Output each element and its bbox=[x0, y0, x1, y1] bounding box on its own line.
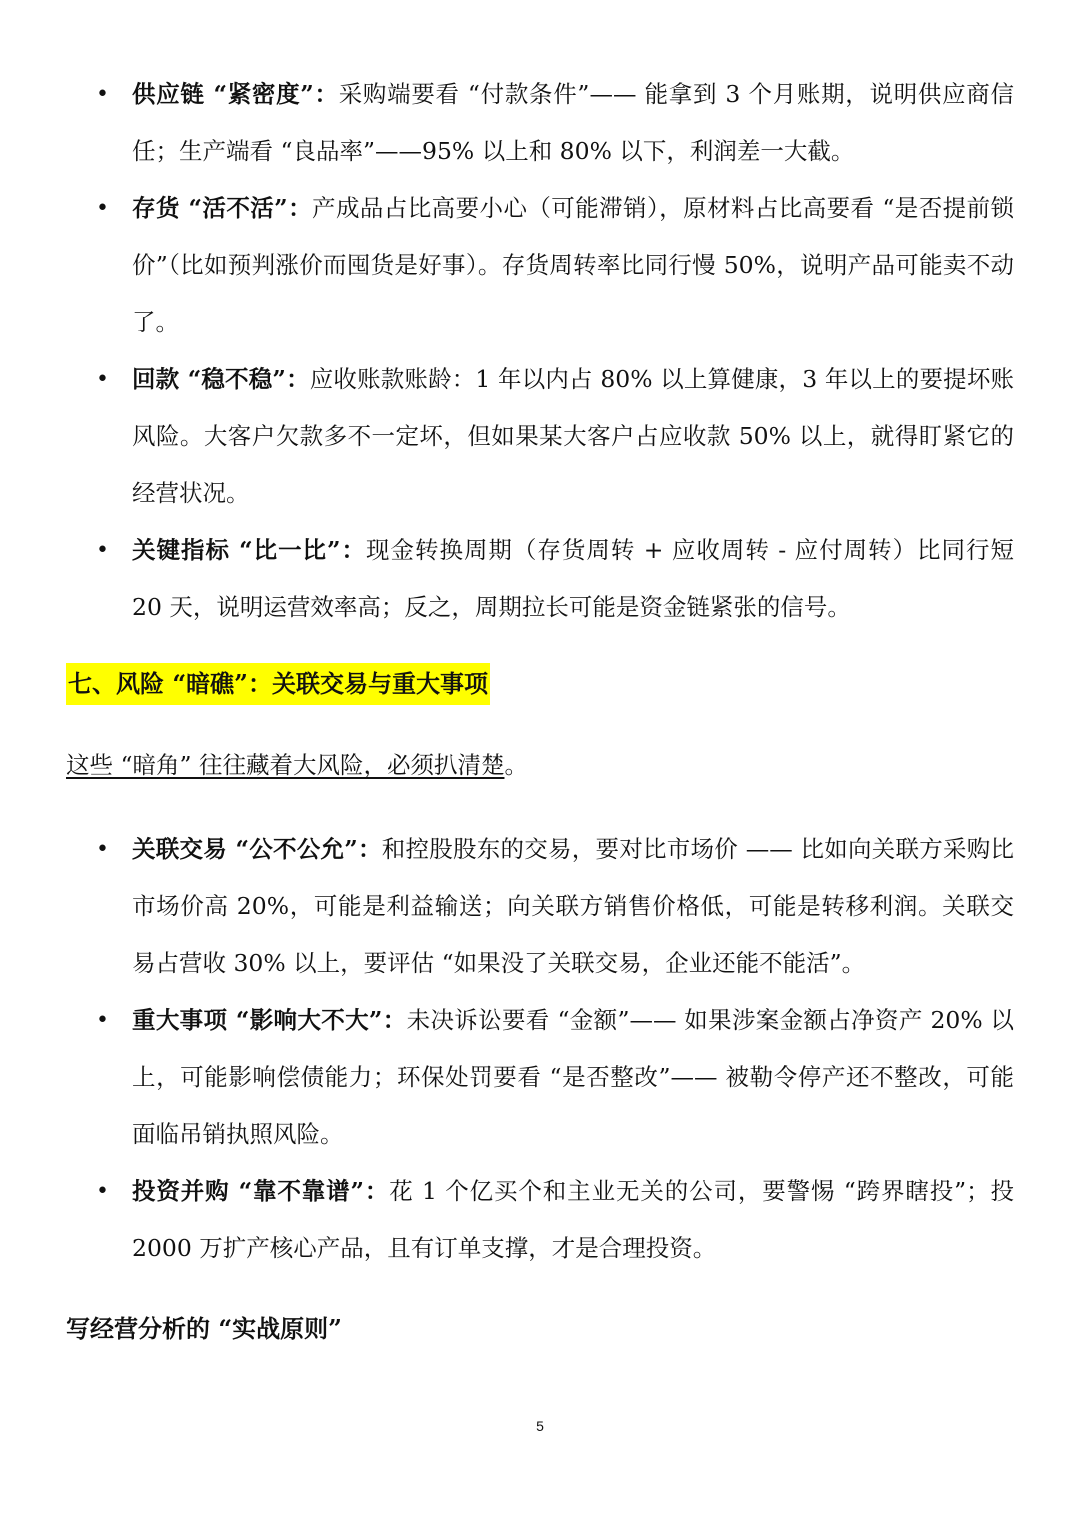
bullet-icon: • bbox=[96, 837, 109, 862]
list-item bbox=[96, 351, 1015, 522]
bullet-icon: • bbox=[96, 196, 109, 221]
page-number: 5 bbox=[536, 1418, 544, 1434]
bullet-icon: • bbox=[96, 367, 109, 392]
bullet-list-operations bbox=[0, 66, 1080, 636]
list-item bbox=[96, 522, 1015, 636]
bullet-icon: • bbox=[96, 82, 109, 107]
item-text: 和控股股东的交易，要对比市场价 —— 比如向关联方采购比市场价高 20%，可能是利益输送；向关联方销售价格低，可能是转移利润。关联交易占营收 30% 以上，要评估 “如果没了关联交易，企业还能不能活”。 bbox=[132, 835, 1014, 977]
section-intro bbox=[66, 744, 528, 786]
bullet-icon: • bbox=[96, 1179, 109, 1204]
bullet-list-risk bbox=[0, 821, 1080, 1277]
item-text: 现金转换周期（存货周转 + 应收周转 - 应付周转）比同行短 20 天，说明运营效率高；反之，周期拉长可能是资金链紧张的信号。 bbox=[132, 536, 1015, 621]
intro-underlined: 这些 “暗角” 往往藏着大风险，必须扒清楚 bbox=[66, 751, 505, 779]
item-lead: 关联交易 “公不公允”： bbox=[132, 835, 382, 863]
item-lead: 投资并购 “靠不靠谱”： bbox=[132, 1177, 390, 1205]
list-item bbox=[96, 1163, 1015, 1277]
list-item bbox=[96, 821, 1014, 992]
bullet-icon: • bbox=[96, 538, 109, 563]
item-lead: 存货 “活不活”： bbox=[132, 194, 313, 222]
item-text: 花 1 个亿买个和主业无关的公司，要警惕 “跨界瞎投”；投 2000 万扩产核心产品，且有订单支撑，才是合理投资。 bbox=[132, 1177, 1015, 1262]
list-item bbox=[96, 992, 1015, 1163]
section-heading-risk: 七、风险 “暗礁”：关联交易与重大事项 bbox=[66, 663, 490, 705]
item-text: 产成品占比高要小心（可能滞销），原材料占比高要看 “是否提前锁价”（比如预判涨价而囤货是好事）。存货周转率比同行慢 50%，说明产品可能卖不动了。 bbox=[132, 194, 1015, 336]
item-lead: 关键指标 “比一比”： bbox=[132, 536, 367, 564]
item-lead: 供应链 “紧密度”： bbox=[132, 80, 339, 108]
item-text: 应收账款账龄：1 年以内占 80% 以上算健康，3 年以上的要提坏账风险。大客户欠款多不一定坏，但如果某大客户占应收款 50% 以上，就得盯紧它的经营状况。 bbox=[132, 365, 1015, 507]
item-text: 未决诉讼要看 “金额”—— 如果涉案金额占净资产 20% 以上，可能影响偿债能力；环保处罚要看 “是否整改”—— 被勒令停产还不整改，可能面临吊销执照风险。 bbox=[132, 1006, 1015, 1148]
principles-heading: 写经营分析的 “实战原则” bbox=[66, 1314, 342, 1343]
list-item bbox=[96, 180, 1015, 351]
item-lead: 回款 “稳不稳”： bbox=[132, 365, 310, 393]
item-text: 采购端要看 “付款条件”—— 能拿到 3 个月账期，说明供应商信任；生产端看 “良品率”——95% 以上和 80% 以下，利润差一大截。 bbox=[132, 80, 1015, 165]
intro-suffix: 。 bbox=[504, 751, 528, 779]
item-lead: 重大事项 “影响大不大”： bbox=[132, 1006, 407, 1034]
bullet-icon: • bbox=[96, 1008, 109, 1033]
list-item bbox=[96, 66, 1015, 180]
